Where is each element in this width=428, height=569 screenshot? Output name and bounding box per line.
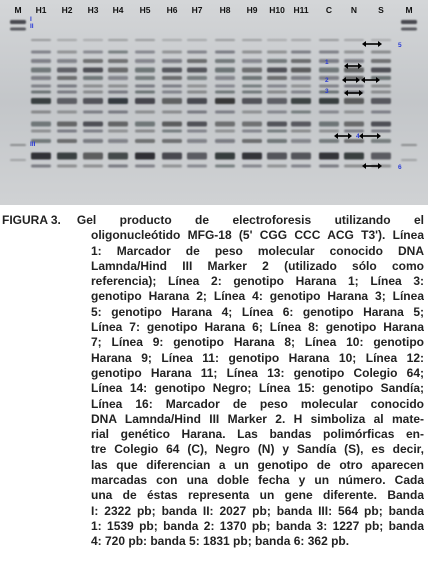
gel-band (108, 68, 128, 73)
gel-band (31, 91, 51, 94)
gel-band (83, 139, 103, 143)
gel-band (242, 165, 262, 168)
gel-band (215, 130, 235, 133)
lane-label: H3 (87, 5, 99, 15)
gel-band (108, 111, 128, 114)
gel-band (319, 130, 339, 133)
gel-band (108, 153, 128, 160)
gel-band (267, 153, 287, 160)
gel-band (108, 165, 128, 168)
gel-band (83, 68, 103, 73)
gel-band (291, 91, 311, 94)
caption-line-7: 5: genotipo Harana 4; Línea 6: genotipo Harana 5; (91, 304, 424, 319)
gel-band (344, 122, 364, 127)
gel-band (57, 122, 77, 127)
caption-line-4: Lamnda/Hind III Marker 2 (utilizado sólo como (91, 258, 424, 273)
gel-band (10, 20, 26, 24)
gel-band (319, 122, 339, 127)
gel-band (187, 39, 207, 41)
gel-band (319, 76, 339, 80)
gel-band (267, 111, 287, 114)
gel-band (215, 165, 235, 168)
gel-band (162, 122, 182, 127)
gel-band (135, 91, 155, 94)
caption-line-16: tre Colegio 64 (C), Negro (N) y Sandía (S), es decir, (91, 442, 424, 457)
gel-band (267, 76, 287, 80)
lane-label: M (14, 5, 22, 15)
gel-band (242, 91, 262, 94)
gel-band (319, 68, 339, 73)
gel-band (135, 111, 155, 114)
caption-line-12: Línea 14: genotipo Negro; Línea 15: genotipo Sandía; (91, 381, 424, 396)
gel-band (108, 139, 128, 143)
gel-band (187, 98, 207, 104)
gel-band (242, 139, 262, 143)
gel-band (344, 85, 364, 88)
gel-band (57, 68, 77, 73)
gel-band (57, 85, 77, 88)
gel-band (83, 98, 103, 104)
band-number-label: 2 (325, 77, 329, 84)
gel-band (344, 139, 364, 143)
gel-band (344, 130, 364, 133)
gel-band (215, 111, 235, 114)
gel-band (371, 153, 391, 160)
gel-band (83, 76, 103, 80)
gel-band (31, 98, 51, 104)
gel-band (187, 130, 207, 133)
lane-label: H7 (191, 5, 203, 15)
gel-band (319, 111, 339, 114)
caption-line-1: Gel producto de electroforesis utilizando el (76, 213, 424, 227)
gel-band (319, 39, 339, 41)
gel-band (31, 165, 51, 168)
gel-band (215, 98, 235, 104)
gel-band (83, 59, 103, 63)
gel-band (215, 153, 235, 160)
lane-label: H4 (112, 5, 124, 15)
gel-band (267, 130, 287, 133)
gel-band (108, 85, 128, 88)
gel-band (162, 91, 182, 94)
gel-band (242, 59, 262, 63)
gel-band (31, 76, 51, 80)
gel-band (162, 98, 182, 104)
gel-band (108, 130, 128, 133)
gel-band (10, 28, 26, 31)
gel-band (371, 91, 391, 94)
caption-line-20: I: 2322 pb; banda II: 2027 pb; banda III: 564 pb; banda (91, 503, 424, 518)
gel-band (31, 68, 51, 73)
gel-band (319, 165, 339, 168)
gel-band (83, 165, 103, 168)
gel-band (344, 153, 364, 160)
gel-band (162, 111, 182, 114)
gel-band (162, 51, 182, 54)
marker-band-label: I (30, 16, 32, 23)
gel-band (187, 68, 207, 73)
gel-band (344, 165, 364, 168)
gel-band (267, 139, 287, 143)
gel-band (57, 165, 77, 168)
gel-band (242, 98, 262, 104)
band-number-label: 6 (398, 164, 402, 171)
gel-band (162, 76, 182, 80)
gel-band (162, 59, 182, 63)
gel-band (242, 51, 262, 54)
gel-band (57, 76, 77, 80)
gel-band (344, 39, 364, 41)
gel-band (83, 130, 103, 133)
gel-band (31, 39, 51, 41)
gel-band (83, 153, 103, 160)
gel-band (162, 139, 182, 143)
lane-label: H8 (219, 5, 231, 15)
gel-band (31, 122, 51, 127)
caption-line-5: referencia); Línea 2: genotipo Harana 1; Línea 3: (91, 274, 424, 289)
lane-label: H10 (269, 5, 285, 15)
gel-band (135, 98, 155, 104)
gel-band (267, 98, 287, 104)
gel-band (187, 111, 207, 114)
band-number-label: 5 (398, 42, 402, 49)
gel-band (31, 153, 51, 160)
band-number-label: 3 (325, 88, 329, 95)
gel-band (291, 122, 311, 127)
band-number-label: 1 (325, 59, 329, 66)
gel-band (135, 51, 155, 54)
gel-band (371, 130, 391, 133)
gel-band (371, 51, 391, 54)
caption-first-line (2, 213, 424, 228)
gel-band (162, 39, 182, 41)
gel-band (401, 144, 417, 146)
gel-band (215, 91, 235, 94)
caption-line-3: 1: Marcador de peso molecular conocido DNA (91, 243, 424, 258)
gel-band (371, 122, 391, 127)
gel-band (135, 68, 155, 73)
gel-band (371, 39, 391, 41)
lane-label: H9 (246, 5, 258, 15)
gel-band (187, 139, 207, 143)
gel-band (135, 139, 155, 143)
caption-line-8: Línea 7: genotipo Harana 6; Línea 8: genotipo Harana (91, 320, 424, 335)
gel-band (162, 165, 182, 168)
gel-band (135, 85, 155, 88)
caption-line-18: marcadas con una doble fecha y un número. Cada (91, 473, 424, 488)
gel-band (242, 76, 262, 80)
gel-band (242, 111, 262, 114)
gel-band (344, 111, 364, 114)
gel-band (371, 59, 391, 63)
gel-band (57, 139, 77, 143)
gel-band (291, 165, 311, 168)
gel-band (371, 139, 391, 143)
gel-band (187, 153, 207, 160)
gel-band (267, 39, 287, 41)
gel-band (83, 39, 103, 41)
gel-band (291, 39, 311, 41)
gel-band (57, 153, 77, 160)
gel-band (162, 130, 182, 133)
gel-band (291, 153, 311, 160)
lane-label: H11 (293, 5, 309, 15)
gel-band (267, 68, 287, 73)
caption-line-10: Harana 9; Línea 11: genotipo Harana 10; Línea 12: (91, 350, 424, 365)
gel-band (344, 98, 364, 104)
lane-label: M (405, 5, 413, 15)
lane-label: C (325, 5, 333, 15)
gel-band (108, 59, 128, 63)
gel-band (162, 153, 182, 160)
gel-band (31, 111, 51, 114)
gel-band (267, 59, 287, 63)
gel-band (267, 122, 287, 127)
gel-band (267, 165, 287, 168)
gel-band (291, 76, 311, 80)
gel-band (215, 139, 235, 143)
gel-band (135, 122, 155, 127)
gel-band (187, 122, 207, 127)
gel-band (31, 85, 51, 88)
lane-label: S (378, 5, 384, 15)
caption-label: FIGURA 3. (2, 213, 61, 227)
gel-band (371, 68, 391, 73)
gel-band (242, 130, 262, 133)
caption-line-14: DNA Lamnda/Hind III Marker 2. H simboliza al mate- (91, 411, 424, 426)
gel-band (135, 165, 155, 168)
gel-band (267, 91, 287, 94)
gel-band (319, 91, 339, 94)
gel-band (83, 85, 103, 88)
gel-band (291, 85, 311, 88)
gel-band (57, 130, 77, 133)
gel-band (31, 130, 51, 133)
band-number-label: 4 (356, 133, 360, 140)
gel-band (108, 76, 128, 80)
gel-band (83, 91, 103, 94)
gel-band (10, 144, 26, 146)
gel-band (242, 68, 262, 73)
caption-line-2: oligonucleótido MFG-18 (5' CGG CCC ACG T3'). Línea (91, 228, 424, 243)
marker-band-label: II (30, 23, 34, 30)
gel-band (371, 85, 391, 88)
gel-band (319, 98, 339, 104)
gel-band (215, 68, 235, 73)
gel-band (108, 98, 128, 104)
gel-band (319, 85, 339, 88)
gel-band (215, 51, 235, 54)
gel-band (401, 159, 417, 161)
gel-band (401, 20, 417, 24)
gel-band (242, 153, 262, 160)
gel-band (31, 51, 51, 54)
lane-label: H1 (35, 5, 47, 15)
gel-band (319, 51, 339, 54)
gel-band (215, 122, 235, 127)
gel-band (344, 59, 364, 63)
gel-band (57, 39, 77, 41)
gel-band (291, 139, 311, 143)
gel-band (108, 51, 128, 54)
gel-band (83, 122, 103, 127)
gel-band (319, 59, 339, 63)
gel-band (135, 39, 155, 41)
caption-line-22: 4: 720 pb: banda 5: 1831 pb; banda 6: 362 pb. (91, 534, 350, 549)
gel-band (215, 76, 235, 80)
gel-band (215, 59, 235, 63)
gel-band (242, 85, 262, 88)
gel-band (162, 85, 182, 88)
lane-label: H6 (166, 5, 178, 15)
gel-band (108, 122, 128, 127)
caption-line-13: Línea 16: Marcador de peso molecular conocido (91, 396, 424, 411)
gel-band (187, 165, 207, 168)
gel-band (401, 28, 417, 31)
gel-band (57, 111, 77, 114)
electrophoresis-gel-image (0, 0, 428, 205)
gel-band (215, 85, 235, 88)
gel-band (135, 130, 155, 133)
gel-band (319, 139, 339, 143)
gel-band (291, 111, 311, 114)
gel-band (57, 51, 77, 54)
caption-line-6: genotipo Harana 2; Línea 4: genotipo Harana 3; Línea (91, 289, 424, 304)
gel-band (291, 51, 311, 54)
gel-band (319, 153, 339, 160)
gel-band (187, 51, 207, 54)
gel-band (162, 68, 182, 73)
lane-label: H5 (139, 5, 151, 15)
gel-band (135, 59, 155, 63)
figure-caption (2, 213, 424, 550)
gel-band (267, 51, 287, 54)
gel-band (108, 91, 128, 94)
gel-band (57, 91, 77, 94)
gel-band (135, 76, 155, 80)
gel-band (187, 59, 207, 63)
marker-band-label: III (30, 141, 36, 148)
caption-line-21: 1: 1539 pb; banda 2: 1370 pb; banda 3: 1227 pb; banda (91, 518, 424, 533)
gel-band (108, 39, 128, 41)
gel-band (83, 51, 103, 54)
gel-band (291, 68, 311, 73)
gel-band (291, 59, 311, 63)
gel-band (10, 159, 26, 161)
gel-band (242, 122, 262, 127)
lane-label: N (350, 5, 358, 15)
caption-line-9: 7; Línea 9: genotipo Harana 8; Línea 10: genotipo (91, 335, 424, 350)
gel-band (371, 98, 391, 104)
caption-line-15: rial genético Harana. Las bandas polimórficas en- (91, 427, 424, 442)
gel-band (371, 111, 391, 114)
gel-band (187, 91, 207, 94)
gel-band (135, 153, 155, 160)
caption-line-11: genotipo Harana 11; Línea 13: genotipo Colegio 64; (91, 365, 424, 380)
gel-band (215, 39, 235, 41)
gel-band (57, 59, 77, 63)
gel-band (242, 39, 262, 41)
gel-band (291, 98, 311, 104)
gel-band (187, 76, 207, 80)
gel-band (187, 85, 207, 88)
lane-label: H2 (61, 5, 73, 15)
gel-band (267, 85, 287, 88)
gel-band (83, 111, 103, 114)
gel-band (291, 130, 311, 133)
gel-band (31, 59, 51, 63)
caption-line-17: las que diferencian a un genotipo de otro aparecen (91, 457, 424, 472)
gel-band (57, 98, 77, 104)
gel-band (344, 51, 364, 54)
caption-line-19: una de éstas representa un gene diferente. Banda (91, 488, 424, 503)
